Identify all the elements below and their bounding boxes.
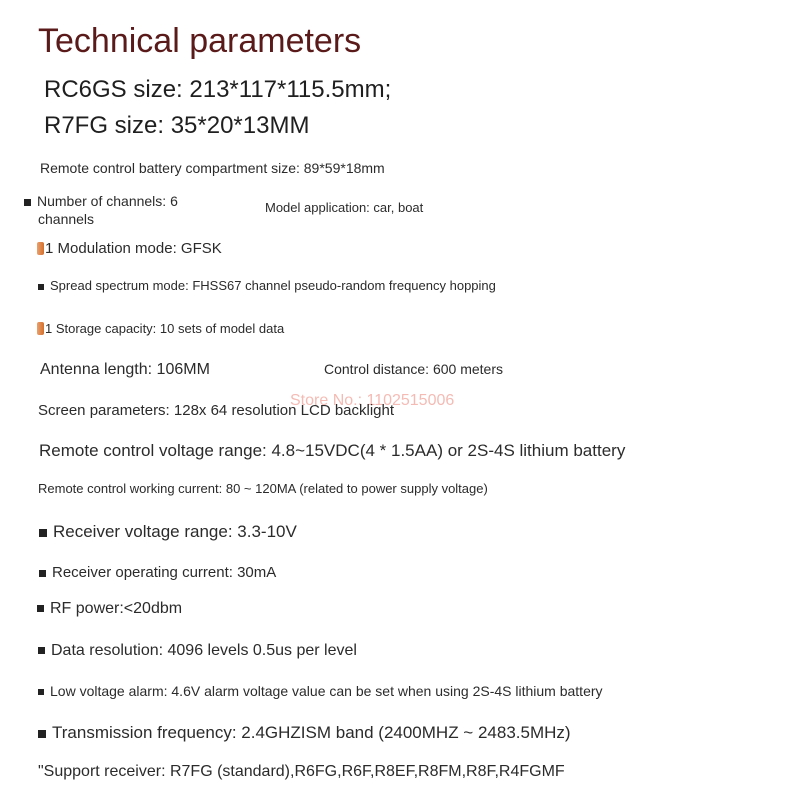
rc6gs-size: RC6GS size: 213*117*115.5mm; <box>44 76 392 103</box>
channels-line1: Number of channels: 6 <box>37 193 178 209</box>
modulation-item <box>37 240 222 257</box>
spread-spectrum-item <box>38 278 496 293</box>
screen-parameters: Screen parameters: 128x 64 resolution LCD backlight <box>38 402 395 419</box>
rc-voltage-range: Remote control voltage range: 4.8~15VDC(4 * 1.5AA) or 2S-4S lithium battery <box>39 441 626 460</box>
bullet-square-icon <box>24 199 31 206</box>
model-application: Model application: car, boat <box>265 200 424 215</box>
data-resolution-item <box>38 642 357 660</box>
battery-compartment: Remote control battery compartment size: 89*59*18mm <box>40 160 385 176</box>
rf-power-item <box>37 600 182 618</box>
bullet-square-icon <box>38 730 46 738</box>
transmission-text: Transmission frequency: 2.4GHZISM band (2400MHZ ~ 2483.5MHz) <box>52 723 571 742</box>
bullet-tick-icon <box>37 322 44 335</box>
rf-power-text: RF power:<20dbm <box>50 600 183 617</box>
control-distance: Control distance: 600 meters <box>324 361 503 377</box>
bullet-tick-icon <box>37 242 44 255</box>
low-voltage-text: Low voltage alarm: 4.6V alarm voltage value can be set when using 2S-4S lithium battery <box>50 683 603 699</box>
modulation-text: 1 Modulation mode: GFSK <box>45 240 222 257</box>
spread-spectrum-text: Spread spectrum mode: FHSS67 channel pseudo-random frequency hopping <box>50 278 496 293</box>
page-title: Technical parameters <box>38 22 362 60</box>
transmission-item <box>38 723 571 743</box>
channels-item <box>24 193 178 209</box>
receiver-current-text: Receiver operating current: 30mA <box>52 564 277 581</box>
receiver-voltage-text: Receiver voltage range: 3.3-10V <box>53 522 297 541</box>
bullet-square-icon <box>39 529 47 537</box>
r7fg-size: R7FG size: 35*20*13MM <box>44 112 310 139</box>
data-resolution-text: Data resolution: 4096 levels 0.5us per level <box>51 642 357 659</box>
bullet-square-icon <box>39 570 46 577</box>
receiver-current-item <box>39 564 276 581</box>
bullet-square-icon <box>38 689 44 695</box>
storage-item <box>37 321 284 336</box>
storage-text: 1 Storage capacity: 10 sets of model data <box>45 321 285 336</box>
low-voltage-item <box>38 683 603 699</box>
antenna-length: Antenna length: 106MM <box>40 361 210 378</box>
rc-working-current: Remote control working current: 80 ~ 120MA (related to power supply voltage) <box>38 481 488 496</box>
channels-line2: channels <box>38 211 95 227</box>
support-receiver: "Support receiver: R7FG (standard),R6FG,R6F,R8EF,R8FM,R8F,R4FGMF <box>38 763 565 780</box>
store-watermark: Store No.: 1102515006 <box>290 392 455 409</box>
bullet-square-icon <box>38 284 44 290</box>
bullet-square-icon <box>38 647 45 654</box>
receiver-voltage-item <box>39 522 297 542</box>
bullet-square-icon <box>37 605 44 612</box>
